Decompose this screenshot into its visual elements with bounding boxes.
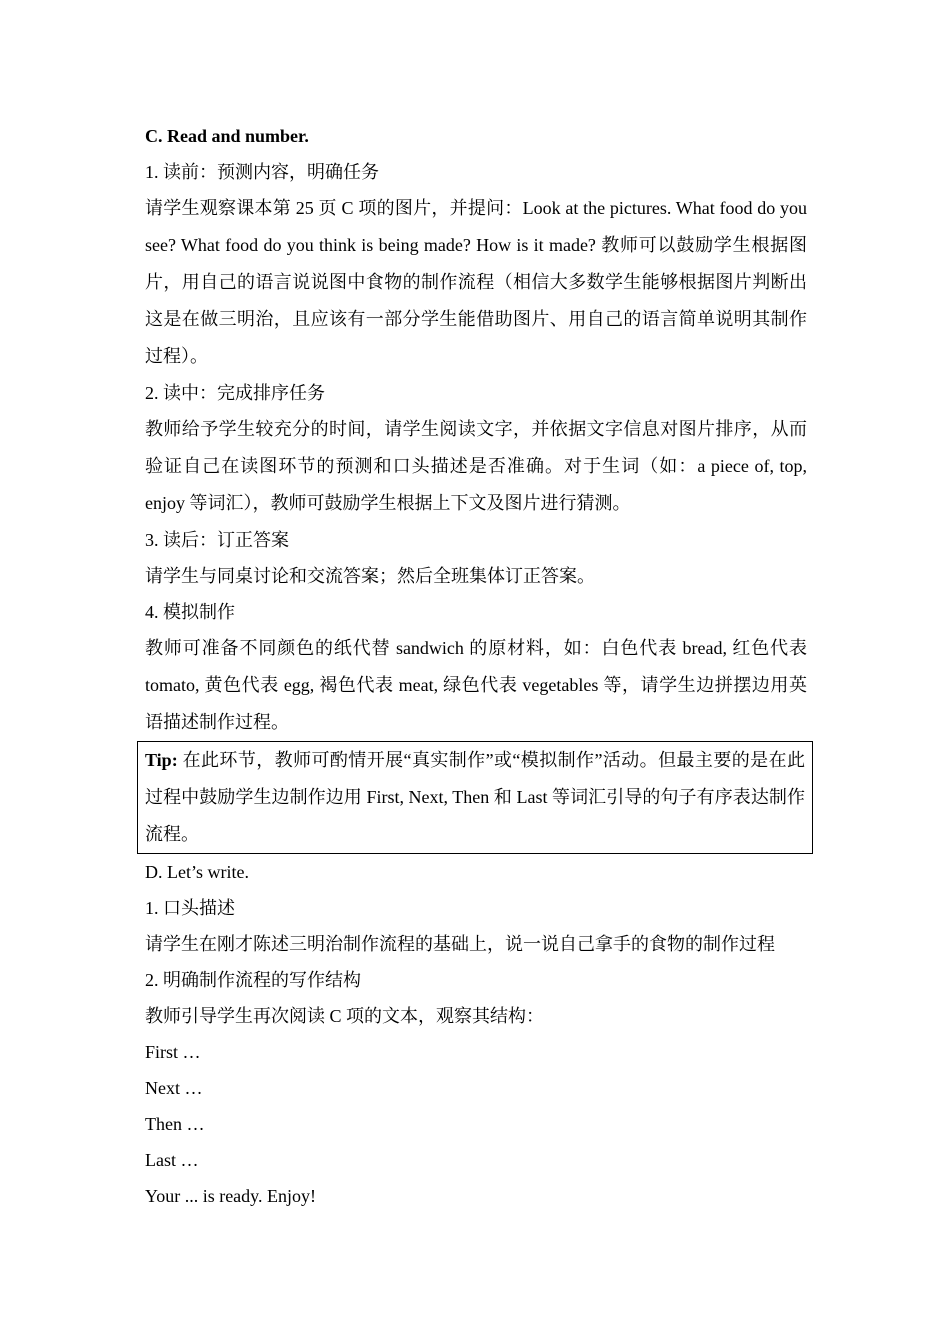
section-c-step1-title: 1. 读前：预测内容，明确任务 — [145, 162, 379, 182]
section-c-step2-title: 2. 读中：完成排序任务 — [145, 383, 325, 403]
structure-line-then: Then … — [145, 1114, 205, 1134]
section-d-heading: D. Let’s write. — [145, 862, 249, 882]
structure-line-next: Next … — [145, 1078, 203, 1098]
section-c-step2-text: 教师给予学生较充分的时间，请学生阅读文字，并依据文字信息对图片排序，从而验证自己在读图环节的预测和口头描述是否准确。对于生词（如：a piece of, top, enjoy 等词汇），教师可鼓励学生根据上下文及图片进行猜测。 — [145, 419, 807, 513]
structure-line-last: Last … — [145, 1150, 199, 1170]
structure-line-ready: Your ... is ready. Enjoy! — [145, 1186, 316, 1206]
tip-box — [137, 741, 813, 854]
section-c-step3-text: 请学生与同桌讨论和交流答案；然后全班集体订正答案。 — [145, 566, 595, 586]
section-c-step1-text: 请学生观察课本第 25 页 C 项的图片，并提问：Look at the pictures. What food do you see? What food do you think is being made? How is it made? 教师可以鼓励学生根据图片，用自己的语言说说图中食物的制作流程（相信大多数学生能够根据图片判断出这是在做三明治，且应该有一部分学生能借助图片、用自己的语言简单说明其制作过程）。 — [145, 198, 807, 366]
section-c-step4-title: 4. 模拟制作 — [145, 602, 235, 622]
section-d-step1-text: 请学生在刚才陈述三明治制作流程的基础上，说一说自己拿手的食物的制作过程 — [145, 934, 775, 954]
tip-text: 在此环节，教师可酌情开展“真实制作”或“模拟制作”活动。但最主要的是在此过程中鼓励学生边制作边用 First, Next, Then 和 Last 等词汇引导的句子有序表达制作流程。 — [145, 750, 805, 844]
document-body — [145, 118, 807, 1214]
tip-label: Tip: — [145, 750, 178, 770]
tip-paragraph — [145, 742, 805, 853]
section-d-step2-text: 教师引导学生再次阅读 C 项的文本，观察其结构： — [145, 1006, 545, 1026]
section-c-step3-title: 3. 读后：订正答案 — [145, 530, 289, 550]
structure-line-first: First … — [145, 1042, 201, 1062]
section-c-heading: C. Read and number. — [145, 126, 309, 146]
section-d-step2-title: 2. 明确制作流程的写作结构 — [145, 970, 361, 990]
section-c-step4-text: 教师可准备不同颜色的纸代替 sandwich 的原材料，如：白色代表 bread, 红色代表 tomato, 黄色代表 egg, 褐色代表 meat, 绿色代表 vegetables 等，请学生边拼摆边用英语描述制作过程。 — [145, 638, 807, 732]
section-d-step1-title: 1. 口头描述 — [145, 898, 235, 918]
